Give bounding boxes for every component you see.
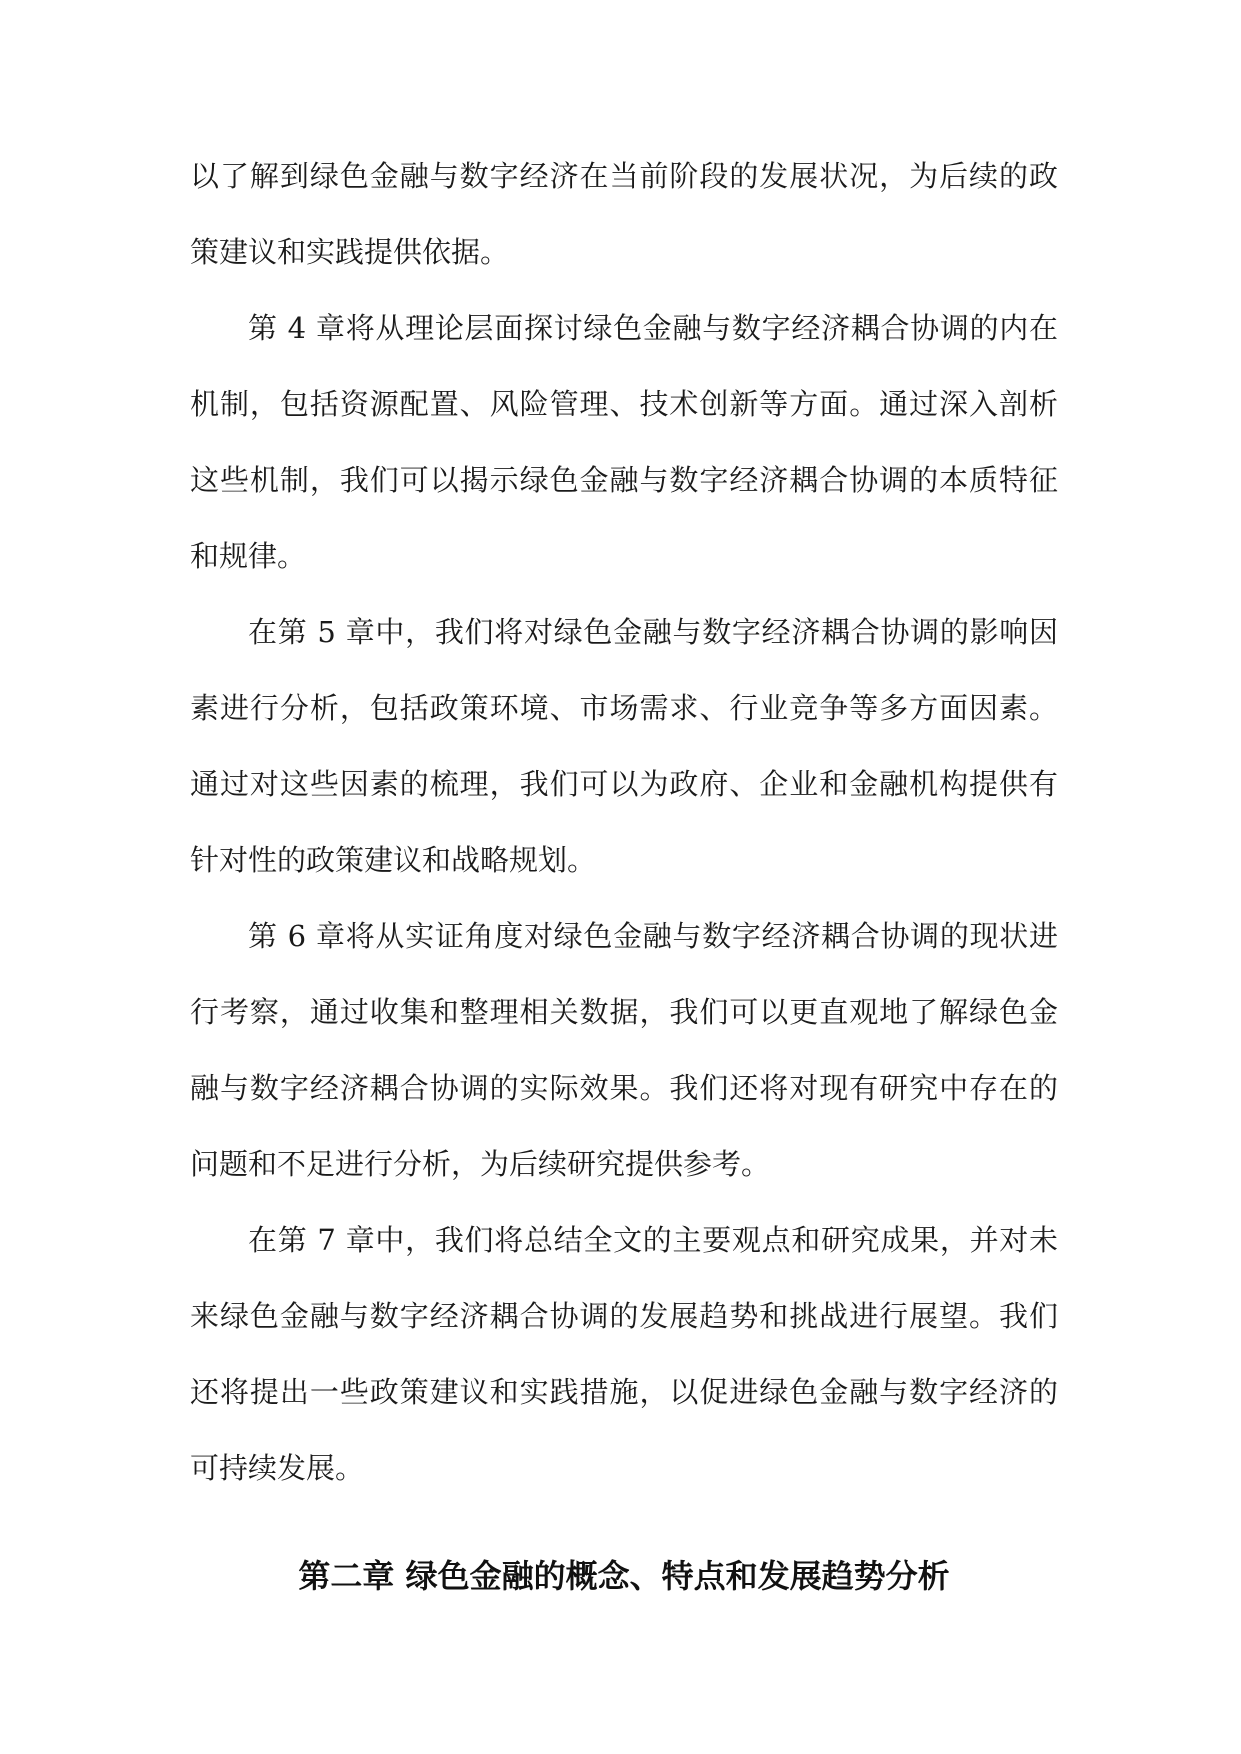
paragraph-chapter-4: 第 4 章将从理论层面探讨绿色金融与数字经济耦合协调的内在机制，包括资源配置、风险管理、技术创新等方面。通过深入剖析这些机制，我们可以揭示绿色金融与数字经济耦合协调的本质特征和规律。 — [190, 311, 1058, 573]
paragraph-chapter-5: 在第 5 章中，我们将对绿色金融与数字经济耦合协调的影响因素进行分析，包括政策环境、市场需求、行业竞争等多方面因素。通过对这些因素的梳理，我们可以为政府、企业和金融机构提供有针对性的政策建议和战略规划。 — [190, 615, 1058, 877]
body-text — [190, 138, 1058, 1506]
paragraph-chapter-7: 在第 7 章中，我们将总结全文的主要观点和研究成果，并对未来绿色金融与数字经济耦合协调的发展趋势和挑战进行展望。我们还将提出一些政策建议和实践措施，以促进绿色金融与数字经济的可持续发展。 — [190, 1223, 1058, 1485]
paragraph-continuation: 以了解到绿色金融与数字经济在当前阶段的发展状况，为后续的政策建议和实践提供依据。 — [190, 159, 1058, 269]
paragraph-chapter-6: 第 6 章将从实证角度对绿色金融与数字经济耦合协调的现状进行考察，通过收集和整理相关数据，我们可以更直观地了解绿色金融与数字经济耦合协调的实际效果。我们还将对现有研究中存在的问题和不足进行分析，为后续研究提供参考。 — [190, 919, 1058, 1181]
chapter-heading: 第二章 绿色金融的概念、特点和发展趋势分析 — [298, 1557, 950, 1595]
